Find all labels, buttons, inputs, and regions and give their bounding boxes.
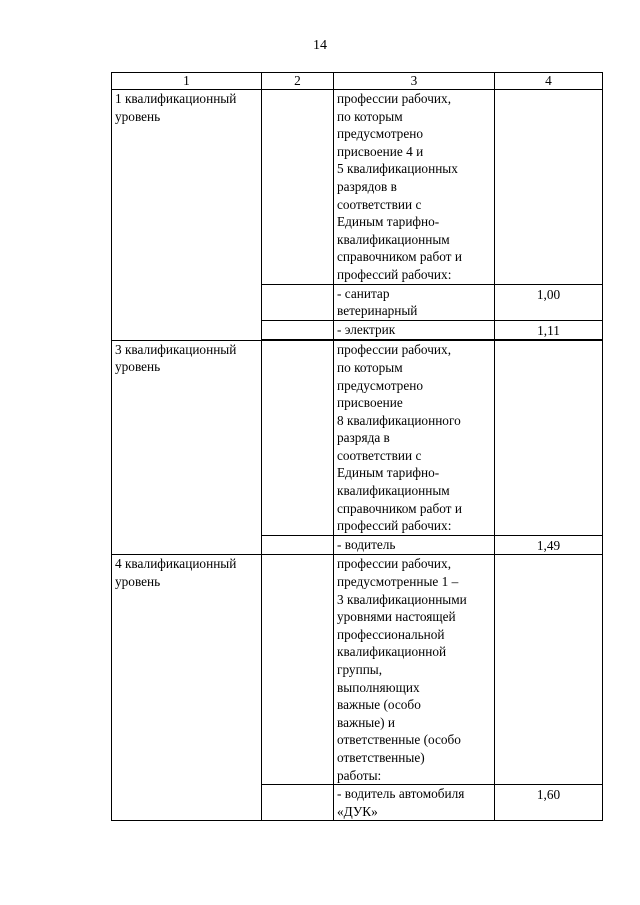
empty-cell: [262, 555, 334, 785]
description-cell: [334, 90, 495, 285]
empty-cell: [262, 340, 334, 535]
empty-cell: [495, 340, 603, 535]
group-description: профессии рабочих, по которым предусмотрено присвоение 8 квалификационного разряда в соответствии с Единым тарифно- квалификационным справочником работ и профессий рабочих:: [337, 342, 462, 534]
table-row: [112, 90, 603, 285]
table-row: [112, 555, 603, 785]
column-header-4: 4: [495, 73, 603, 90]
level-cell: [112, 340, 262, 555]
level-label: 3 квалификационный уровень: [115, 341, 237, 375]
coefficient-cell: 1,60: [495, 785, 603, 821]
column-header-2: 2: [262, 73, 334, 90]
item-name: - санитар ветеринарный: [337, 285, 418, 319]
level-label: 1 квалификационный уровень: [115, 91, 237, 124]
table-header-row: [112, 73, 603, 90]
description-cell: [334, 555, 495, 785]
empty-cell: [262, 785, 334, 821]
group-description: профессии рабочих, по которым предусмотрено присвоение 4 и 5 квалификационных разрядов в соответствии с Единым тарифно- квалификационным справочником работ и профессий рабочих:: [337, 91, 462, 282]
description-cell: [334, 340, 495, 535]
empty-cell: [262, 320, 334, 340]
level-cell: [112, 555, 262, 821]
coefficient-cell: 1,11: [495, 320, 603, 340]
item-cell: [334, 320, 495, 340]
group-description: профессии рабочих, предусмотренные 1 – 3 квалификационными уровнями настоящей профессиональной квалификационной группы, выполняющих важные (особо важные) и ответственные (особо ответственные) работы:: [337, 556, 467, 783]
item-name: - водитель: [337, 536, 396, 552]
empty-cell: [495, 90, 603, 285]
level-label: 4 квалификационный уровень: [115, 556, 237, 590]
coefficient-cell: 1,49: [495, 535, 603, 555]
page-number: 14: [313, 38, 327, 53]
empty-cell: [262, 284, 334, 320]
item-name: - водитель автомобиля «ДУК»: [337, 786, 465, 819]
item-cell: [334, 535, 495, 555]
level-cell: [112, 90, 262, 341]
column-header-1: 1: [112, 73, 262, 90]
column-header-3: 3: [334, 73, 495, 90]
table-row: [112, 340, 603, 535]
item-cell: [334, 785, 495, 821]
item-name: - электрик: [337, 321, 396, 337]
empty-cell: [495, 555, 603, 785]
coefficient-cell: 1,00: [495, 284, 603, 320]
qualification-table: [111, 72, 603, 821]
empty-cell: [262, 535, 334, 555]
item-cell: [334, 284, 495, 320]
empty-cell: [262, 90, 334, 285]
